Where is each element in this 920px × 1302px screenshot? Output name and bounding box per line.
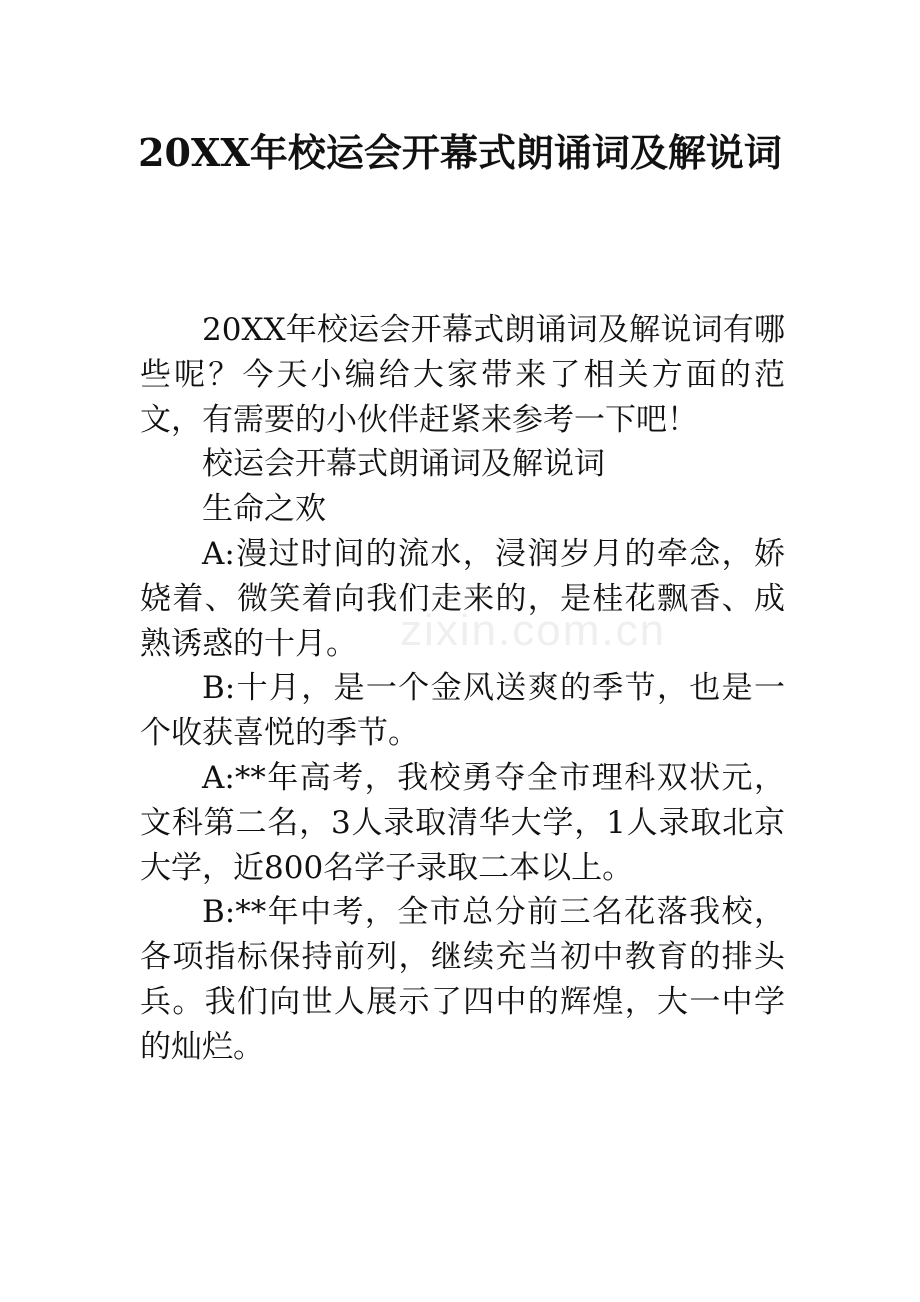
poem-title: 生命之欢 bbox=[202, 491, 326, 528]
speaker-b-line: B:十月，是一个金风送爽的季节，也是一个收获喜悦的季节。 bbox=[140, 670, 785, 752]
speaker-a-line: A:**年高考，我校勇夺全市理科双状元，文科第二名，3人录取清华大学，1人录取北京大学，近800名学子录取二本以上。 bbox=[140, 759, 785, 886]
document-body bbox=[140, 308, 785, 1070]
document-title: 20XX年校运会开幕式朗诵词及解说词 bbox=[138, 130, 782, 175]
speaker-b-line: B:**年中考，全市总分前三名花落我校，各项指标保持前列，继续充当初中教育的排头兵。我们向世人展示了四中的辉煌，大一中学的灿烂。 bbox=[140, 894, 785, 1065]
watermark-logo: zixin.com.cn bbox=[400, 606, 667, 655]
speaker-a-line: A:漫过时间的流水，浸润岁月的牵念，娇娆着、微笑着向我们走来的，是桂花飘香、成熟诱惑的十月。 bbox=[140, 535, 785, 662]
section-heading: 校运会开幕式朗诵词及解说词 bbox=[202, 446, 605, 483]
intro-paragraph: 20XX年校运会开幕式朗诵词及解说词有哪些呢？今天小编给大家带来了相关方面的范文，有需要的小伙伴赶紧来参考一下吧！ bbox=[140, 312, 785, 438]
